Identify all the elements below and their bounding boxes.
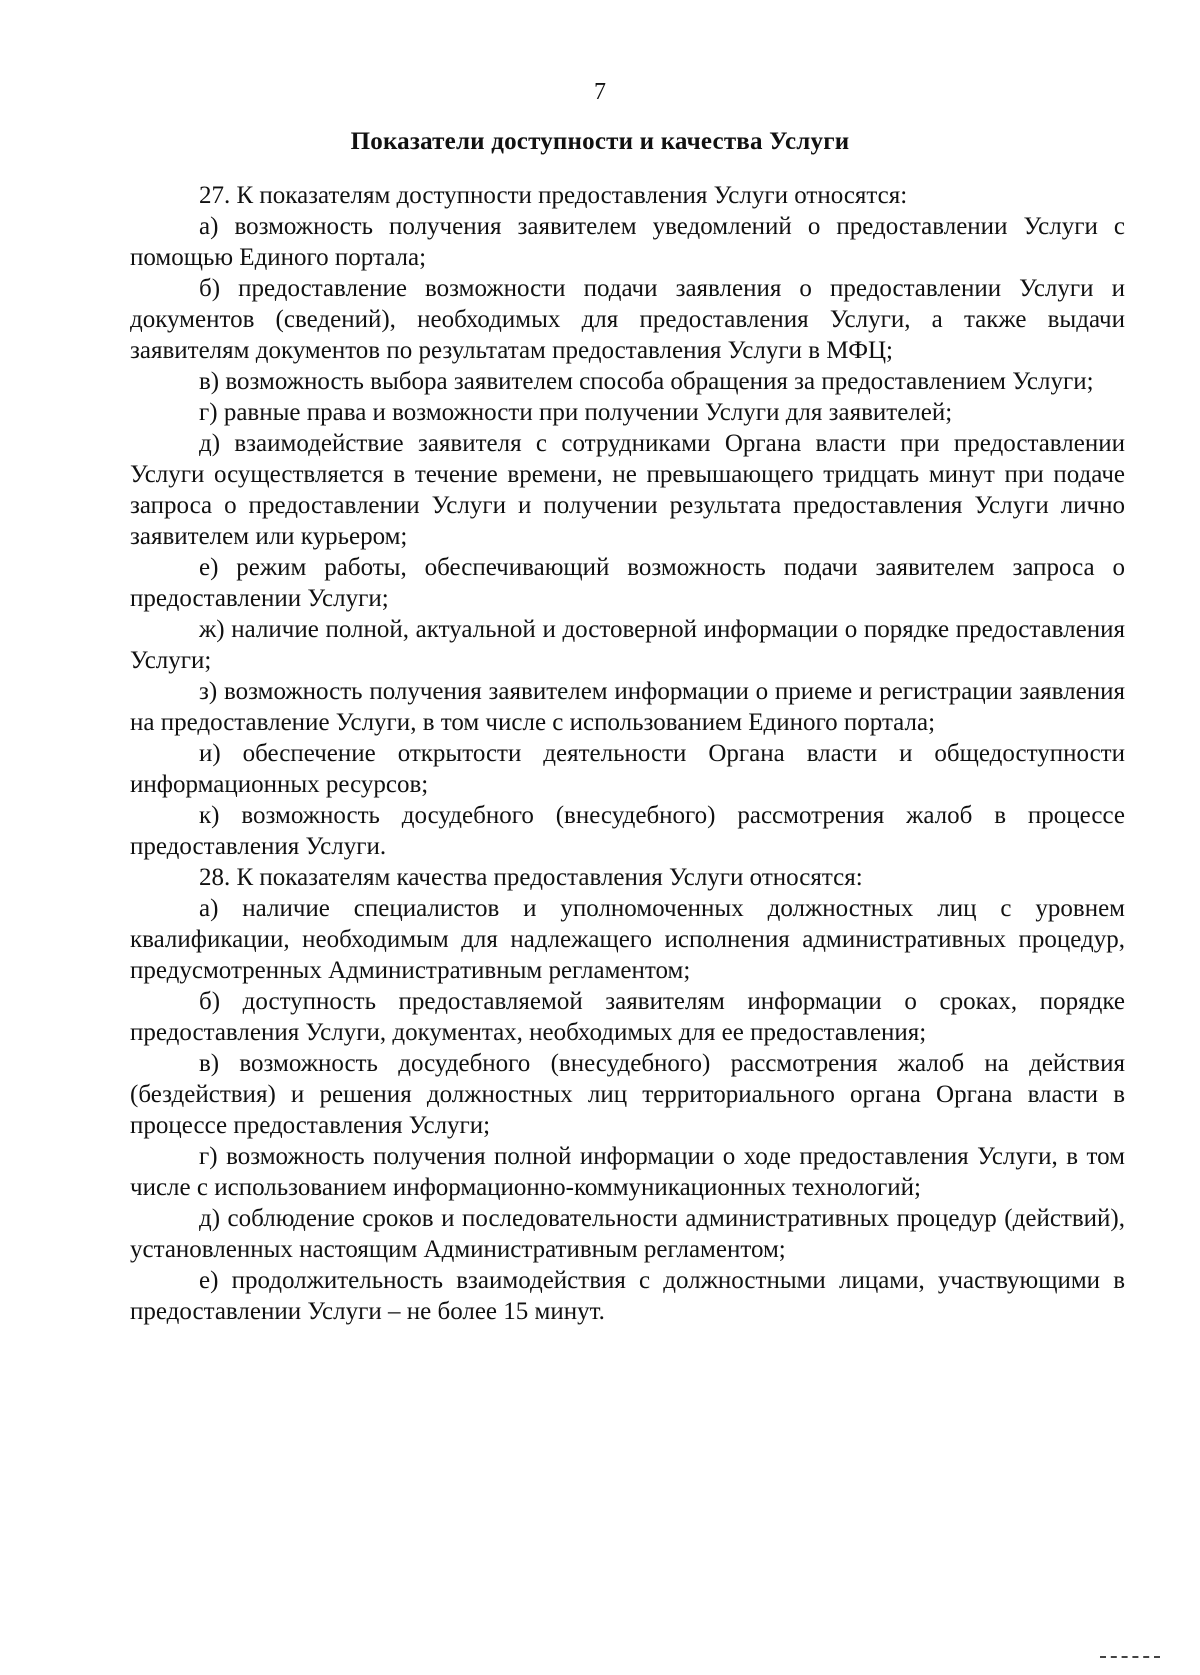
paragraph-27-i: и) обеспечение открытости деятельности Органа власти и общедоступности информационных ресурсов; bbox=[130, 740, 1125, 798]
paragraph-27-g: г) равные права и возможности при получении Услуги для заявителей; bbox=[199, 399, 953, 426]
paragraph-27-z: з) возможность получения заявителем информации о приеме и регистрации заявления на предоставление Услуги, в том числе с использованием Единого портала; bbox=[130, 678, 1125, 736]
paragraph-27-intro: 27. К показателям доступности предоставления Услуги относятся: bbox=[199, 182, 908, 209]
paragraph-28-d: д) соблюдение сроков и последовательности административных процедур (действий), установленных настоящим Административным регламентом; bbox=[130, 1205, 1125, 1263]
paragraph-27-a: а) возможность получения заявителем уведомлений о предоставлении Услуги с помощью Единого портала; bbox=[130, 213, 1125, 271]
paragraph-27-v: в) возможность выбора заявителем способа обращения за предоставлением Услуги; bbox=[199, 368, 1094, 395]
paragraph-27-k: к) возможность досудебного (внесудебного) рассмотрения жалоб в процессе предоставления Услуги. bbox=[130, 802, 1125, 860]
paragraph-27-e: е) режим работы, обеспечивающий возможность подачи заявителем запроса о предоставлении Услуги; bbox=[130, 554, 1125, 612]
paragraph-27-zh: ж) наличие полной, актуальной и достоверной информации о порядке предоставления Услуги; bbox=[130, 616, 1125, 674]
section-title: Показатели доступности и качества Услуги bbox=[350, 128, 850, 155]
scan-artifact-divider bbox=[1100, 1656, 1160, 1660]
paragraph-28-b: б) доступность предоставляемой заявителям информации о сроках, порядке предоставления Услуги, документах, необходимых для ее предоставления; bbox=[130, 988, 1125, 1046]
paragraph-27-b: б) предоставление возможности подачи заявления о предоставлении Услуги и документов (сведений), необходимых для предоставления Услуги, а также выдачи заявителям документов по результатам предоставления Услуги в МФЦ; bbox=[130, 275, 1125, 364]
document-body bbox=[130, 180, 1125, 1327]
paragraph-28-e: е) продолжительность взаимодействия с должностными лицами, участвующими в предоставлении Услуги – не более 15 минут. bbox=[130, 1267, 1125, 1325]
paragraph-28-v: в) возможность досудебного (внесудебного) рассмотрения жалоб на действия (бездействия) и решения должностных лиц территориального органа Органа власти в процессе предоставления Услуги; bbox=[130, 1050, 1125, 1139]
paragraph-27-d: д) взаимодействие заявителя с сотрудниками Органа власти при предоставлении Услуги осуществляется в течение времени, не превышающего тридцать минут при подаче запроса о предоставлении Услуги и получении результата предоставления Услуги лично заявителем или курьером; bbox=[130, 430, 1125, 550]
paragraph-28-a: а) наличие специалистов и уполномоченных должностных лиц с уровнем квалификации, необходимым для надлежащего исполнения административных процедур, предусмотренных Административным регламентом; bbox=[130, 895, 1125, 984]
paragraph-28-g: г) возможность получения полной информации о ходе предоставления Услуги, в том числе с использованием информационно-коммуникационных технологий; bbox=[130, 1143, 1125, 1201]
paragraph-28-intro: 28. К показателям качества предоставления Услуги относятся: bbox=[199, 864, 863, 891]
page-number: 7 bbox=[594, 79, 606, 105]
